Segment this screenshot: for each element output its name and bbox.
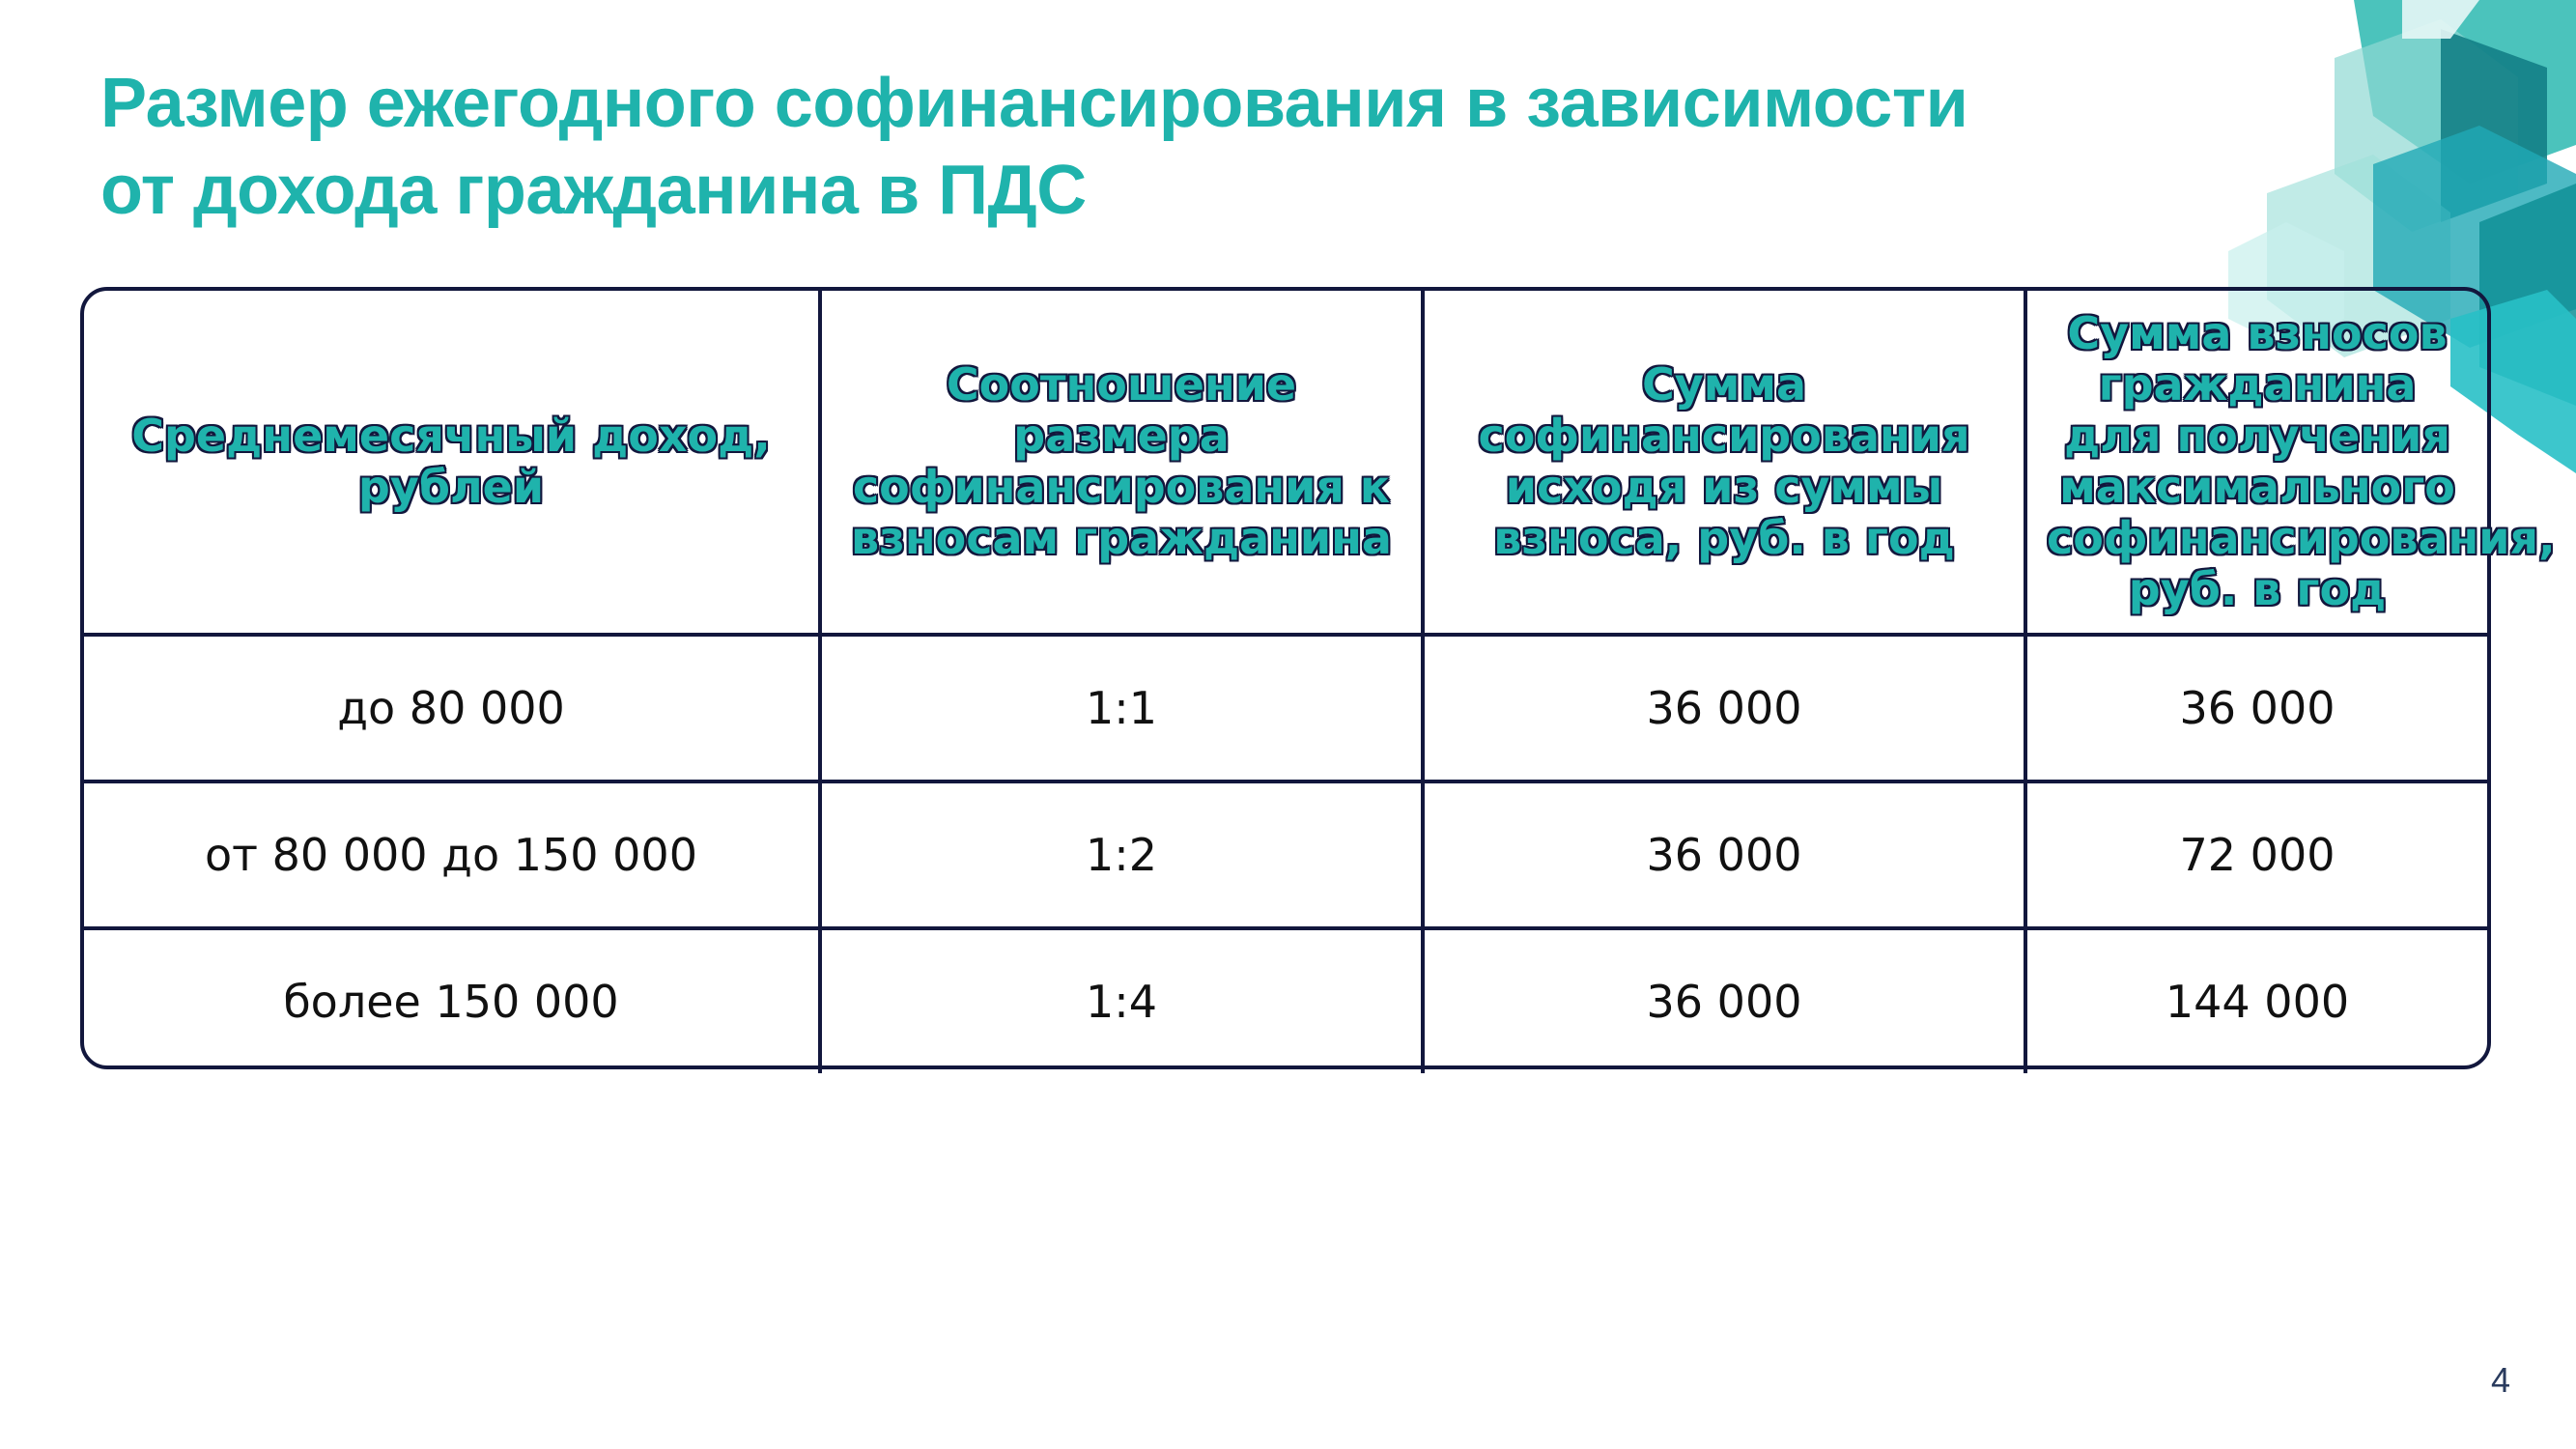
cell-ratio: 1:2 xyxy=(820,781,1423,928)
header-income: Среднемесячный доход, рублей xyxy=(84,291,820,635)
header-contribution-sum: Сумма взносов гражданина для получения максимального софинансирования, руб. в год xyxy=(2025,291,2487,635)
cell-income: от 80 000 до 150 000 xyxy=(84,781,820,928)
title-line-1: Размер ежегодного софинансирования в зависимости xyxy=(100,65,1968,142)
cell-cofinancing-sum: 36 000 xyxy=(1423,928,2025,1073)
table-row xyxy=(84,781,2487,928)
header-cofinancing-sum: Сумма софинансирования исходя из суммы взноса, руб. в год xyxy=(1423,291,2025,635)
cell-cofinancing-sum: 36 000 xyxy=(1423,781,2025,928)
cell-income: до 80 000 xyxy=(84,635,820,781)
cell-contribution-sum: 36 000 xyxy=(2025,635,2487,781)
table-row xyxy=(84,928,2487,1073)
cell-ratio: 1:1 xyxy=(820,635,1423,781)
cell-cofinancing-sum: 36 000 xyxy=(1423,635,2025,781)
table-header-row xyxy=(84,291,2487,635)
cell-income: более 150 000 xyxy=(84,928,820,1073)
header-ratio: Соотношение размера софинансирования к взносам гражданина xyxy=(820,291,1423,635)
page-title xyxy=(100,60,2187,234)
cell-ratio: 1:4 xyxy=(820,928,1423,1073)
cell-contribution-sum: 144 000 xyxy=(2025,928,2487,1073)
cell-contribution-sum: 72 000 xyxy=(2025,781,2487,928)
table-row xyxy=(84,635,2487,781)
cofinancing-table-container xyxy=(80,287,2556,1069)
cofinancing-table xyxy=(84,291,2556,1073)
page-number: 4 xyxy=(2490,1360,2510,1400)
title-line-2: от дохода гражданина в ПДС xyxy=(100,152,1087,229)
